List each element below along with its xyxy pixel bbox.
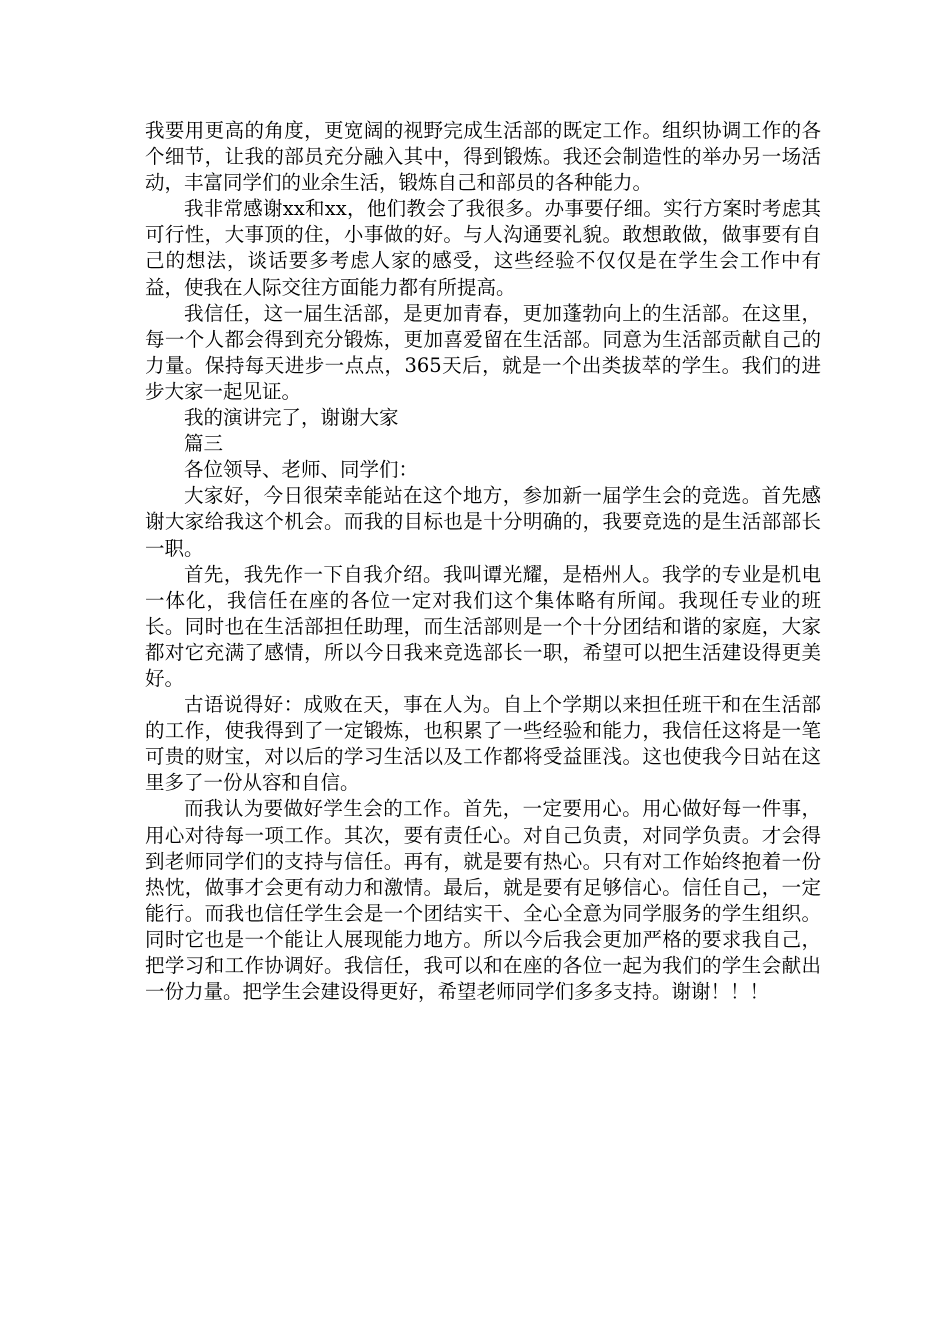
speech-closing-line: 我的演讲完了，谢谢大家	[184, 406, 399, 430]
salutation-line: 各位领导、老师、同学们：	[184, 458, 419, 482]
paragraph-introduction: 首先，我先作一下自我介绍。我叫谭光耀，是梧州人。我学的专业是机电一体化，我信任在座的各位一定对我们这个集体略有所闻。我现任专业的班长。同时也在生活部担任助理，而生活部则是一个十分团结和谐的家庭，大家都对它充满了感情，所以今日我来竞选部长一职，希望可以把生活建设得更美好。	[145, 562, 821, 690]
paragraph-belief: 我信任，这一届生活部，是更加青春，更加蓬勃向上的生活部。在这里，每一个人都会得到充分锻炼，更加喜爱留在生活部。同意为生活部贡献自己的力量。保持每天进步一点点，365天后，就是一个出类拔萃的学生。我们的进步大家一起见证。	[145, 301, 821, 403]
paragraph-continuation: 我要用更高的角度，更宽阔的视野完成生活部的既定工作。组织协调工作的各个细节，让我的部员充分融入其中，得到锻炼。我还会制造性的举办另一场活动，丰富同学们的业余生活，锻炼自己和部员的各种能力。	[145, 119, 821, 195]
document-body	[145, 118, 821, 1005]
paragraph-experience: 古语说得好：成败在天，事在人为。自上个学期以来担任班干和在生活部的工作，使我得到了一定锻炼，也积累了一些经验和能力，我信任这将是一笔可贵的财宝，对以后的学习生活以及工作都将受益匪浅。这也使我今日站在这里多了一份从容和自信。	[145, 693, 821, 795]
paragraph-thanks: 我非常感谢xx和xx，他们教会了我很多。办事要仔细。实行方案时考虑其可行性，大事顶的住，小事做的好。与人沟通要礼貌。敢想敢做，做事要有自己的想法，谈话要多考虑人家的感受，这些经验不仅仅是在学生会工作中有益，使我在人际交往方面能力都有所提高。	[145, 197, 821, 299]
paragraph-greeting: 大家好，今日很荣幸能站在这个地方，参加新一届学生会的竞选。首先感谢大家给我这个机会。而我的目标也是十分明确的，我要竞选的是生活部部长一职。	[145, 484, 821, 560]
section-heading: 篇三	[184, 432, 224, 456]
paragraph-commitment: 而我认为要做好学生会的工作。首先，一定要用心。用心做好每一件事，用心对待每一项工作。其次，要有责任心。对自己负责，对同学负责。才会得到老师同学们的支持与信任。再有，就是要有热心。只有对工作始终抱着一份热忱，做事才会更有动力和激情。最后，就是要有足够信心。信任自己，一定能行。而我也信任学生会是一个团结实干、全心全意为同学服务的学生组织。同时它也是一个能让人展现能力地方。所以今后我会更加严格的要求我自己，把学习和工作协调好。我信任，我可以和在座的各位一起为我们的学生会献出一份力量。把学生会建设得更好，希望老师同学们多多支持。谢谢！！！	[145, 797, 821, 1004]
